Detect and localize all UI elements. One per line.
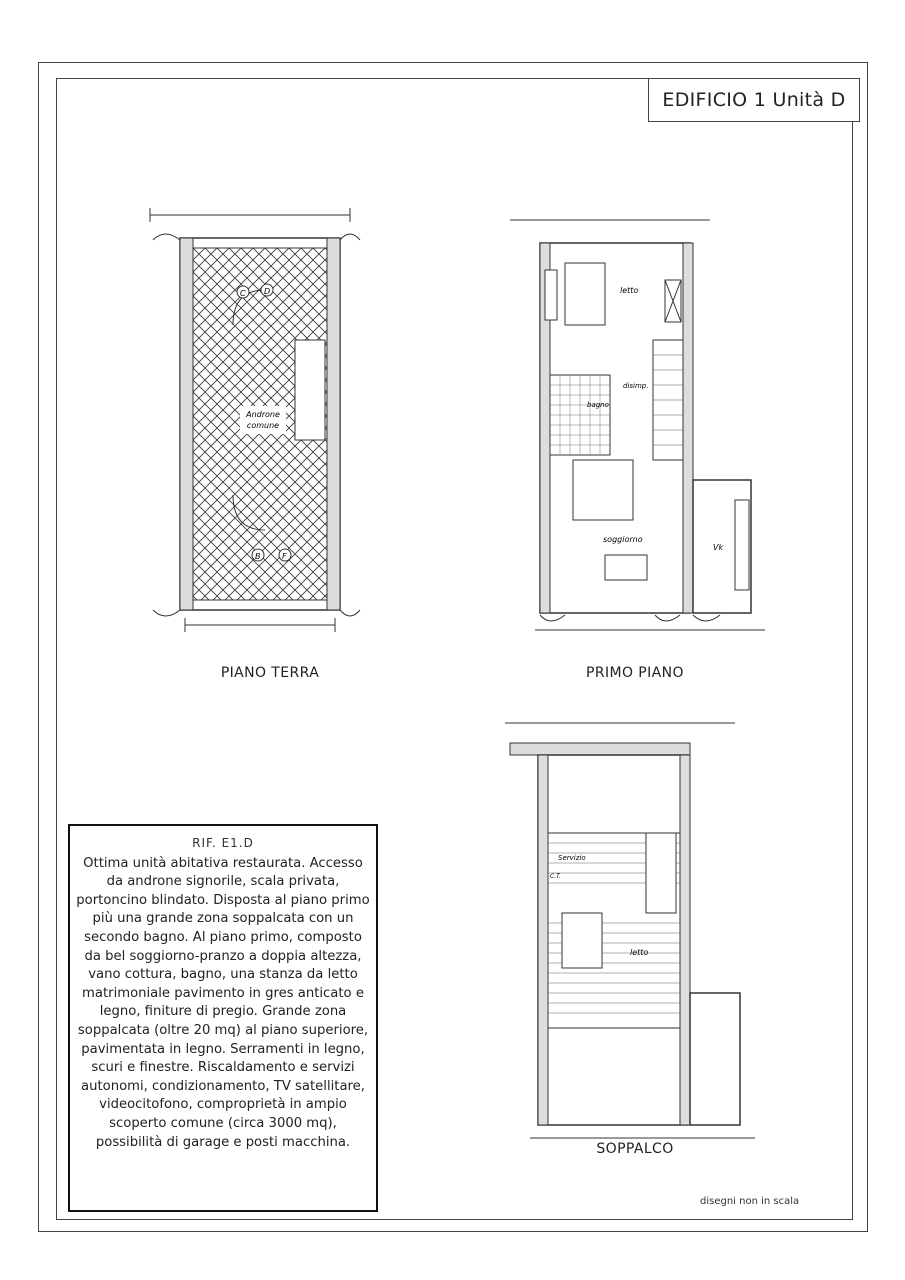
room-ct: C.T. [550, 873, 561, 880]
room-disimp: disimp. [623, 382, 649, 390]
room-servizio: Servizio [558, 854, 586, 862]
room-label-comune: comune [246, 421, 280, 430]
room-label-androne: Androne [246, 410, 280, 419]
ground-floor-plan [145, 200, 365, 650]
description-ref: RIF. E1.D [192, 836, 254, 850]
marker-d: D [264, 287, 271, 296]
room-letto: letto [620, 286, 639, 295]
marker-c: C [240, 289, 246, 298]
room-bagno: bagno [587, 401, 609, 409]
room-soggiorno: soggiorno [603, 535, 643, 544]
room-vk: Vk [713, 543, 724, 552]
first-floor-plan [505, 215, 780, 640]
first-floor-caption: PRIMO PIANO [586, 665, 684, 681]
scale-note: disegni non in scala [700, 1196, 800, 1207]
marker-b: B [255, 552, 261, 561]
room-letto-mezzanine: letto [630, 948, 649, 957]
mezzanine-plan [500, 718, 785, 1148]
marker-f: F [282, 552, 287, 561]
description-box [68, 824, 378, 1212]
description-text: Ottima unità abitativa restaurata. Accesso da androne signorile, scala privata, portoncino blindato. Disposta al piano primo più una grande zona soppalcata con un secondo bagno. Al piano primo, composto da bel soggiorno-pranzo a doppia altezza, vano cottura, bagno, una stanza da letto matrimoniale pavimento in gres anticato e legno, finiture di pregio. Grande zona soppalcata (oltre 20 mq) al piano superiore, pavimentata in legno. Serramenti in legno, scuri e finestre. Riscaldamento e servizi autonomi, condizionamento, TV satellitare, videocitofono, comproprietà in ampio scoperto comune (circa 3000 mq), possibilità di garage e posti macchina. [76, 855, 370, 1150]
mezzanine-caption: SOPPALCO [596, 1141, 674, 1157]
page-title: EDIFICIO 1 Unità D [648, 78, 860, 122]
ground-floor-caption: PIANO TERRA [220, 665, 320, 681]
